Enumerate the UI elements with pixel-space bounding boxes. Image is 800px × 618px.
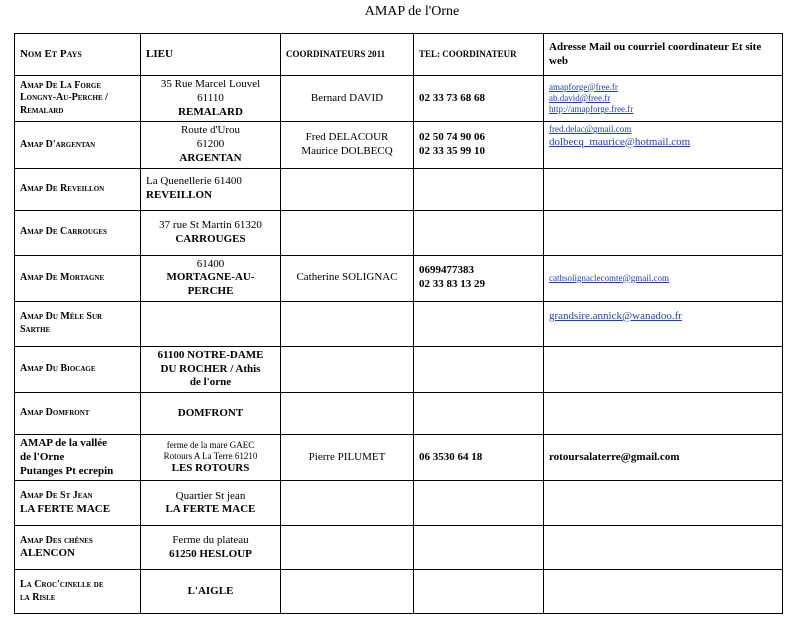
tel-cell [414,481,544,526]
coordinator-cell [281,122,414,168]
phone-number: 02 33 73 68 68 [419,91,485,104]
mail-cell [544,435,783,481]
amap-name-cell [15,255,141,301]
amap-name: Amap Domfront [20,407,90,419]
phone-number: 0699477383 [419,264,474,277]
website-link[interactable]: http://amapforge.free.fr [549,104,634,115]
header-row [15,34,783,76]
email-link[interactable]: ab.david@free.fr [549,93,611,103]
lieu-town: de l'orne [189,376,232,389]
tel-cell [414,255,544,301]
lieu-town: REMALARD [178,105,243,118]
phone-number: 02 33 35 99 10 [419,144,485,157]
mail-cell [544,393,783,435]
coordinator-name: Bernard DAVID [310,91,384,104]
mail-cell [544,301,783,346]
tel-cell [414,301,544,346]
header-coordinateurs: COORDINATEURS 2011 [281,34,414,76]
coordinator-cell [281,76,414,122]
lieu-town: 61250 HESLOUP [169,547,252,560]
tel-cell [414,526,544,570]
amap-name: Amap Du Mêle Sur [20,311,103,323]
lieu-cell [141,481,281,526]
lieu-line: 35 Rue Marcel Louvel [160,78,261,90]
mail-cell [544,168,783,210]
lieu-cell [141,122,281,168]
amap-name-cell [15,301,141,346]
amap-name: Putanges Pt ecrepin [20,464,114,477]
lieu-town: CARROUGES [175,232,246,245]
table-row [15,526,783,570]
lieu-line: 61400 [196,257,225,270]
amap-name-cell [15,168,141,210]
table-row [15,168,783,210]
lieu-cell [141,435,281,481]
lieu-line: 61110 [197,91,224,104]
header-mail: Adresse Mail ou courriel coordinateur Et site web [544,34,783,76]
amap-name: Amap De Mortagne [20,271,105,283]
table-row [15,210,783,255]
table-row [15,255,783,301]
header-lieu: LIEU [141,34,281,76]
lieu-town: DOMFRONT [177,406,244,419]
tel-cell [414,76,544,122]
lieu-town: MORTAGNE-AU- [166,271,255,284]
lieu-line: 61200 [196,138,225,150]
lieu-cell [141,570,281,614]
coordinator-cell [281,346,414,392]
lieu-town: LA FERTE MACE [165,503,256,516]
amap-name: Amap Des chênes [20,534,93,546]
lieu-line: Quartier St jean [175,489,246,502]
mail-cell [544,255,783,301]
amap-name-cell [15,526,141,570]
amap-name-cell [15,210,141,255]
lieu-town: L'AIGLE [187,584,234,597]
header-tel: TEL: COORDINATEUR [414,34,544,76]
amap-name: de l'Orne [20,450,65,463]
lieu-line: Rotours A La Terre 61210 [163,450,258,461]
table-row [15,346,783,392]
tel-cell [414,122,544,168]
email-link[interactable]: cathsolignaclecomte@gmail.com [549,272,669,283]
tel-cell [414,210,544,255]
amap-name: Remalard [20,104,64,116]
lieu-cell [141,301,281,346]
amap-name-cell [15,76,141,122]
table-row [15,570,783,614]
amap-name: La Croc'cinelle de [20,579,104,591]
email-link[interactable]: dolbecq_maurice@hotmail.com [549,135,691,148]
coordinator-cell [281,435,414,481]
coordinator-cell [281,570,414,614]
table-row [15,481,783,526]
lieu-line: Ferme du plateau [172,534,249,546]
mail-cell [544,526,783,570]
coordinator-cell [281,481,414,526]
lieu-cell [141,255,281,301]
mail-cell [544,76,783,122]
lieu-line: 37 rue St Martin 61320 [159,218,262,231]
amap-name: Amap De La Forge [20,79,101,91]
lieu-cell [141,76,281,122]
lieu-line: 61100 NOTRE-DAME [157,348,264,361]
amap-name-cell [15,346,141,392]
table-row [15,301,783,346]
coordinator-name: Fred DELACOUR [305,131,389,144]
amap-name: Sarthe [20,323,51,335]
coordinator-cell [281,255,414,301]
lieu-line: ferme de la mare GAEC [166,439,255,450]
mail-cell [544,122,783,168]
lieu-line: Route d'Urou [180,124,241,137]
amap-name: Amap Du Biocage [20,363,96,375]
table-row [15,122,783,168]
coordinator-name: Maurice DOLBECQ [301,144,393,157]
mail-cell [544,481,783,526]
amap-name: Amap De Carrouges [20,226,107,238]
email-address: rotoursalaterre@gmail.com [549,450,680,463]
coordinator-cell [281,301,414,346]
lieu-cell [141,168,281,210]
phone-number: 06 3530 64 18 [419,450,483,463]
email-link[interactable]: fred.delac@gmail.com [549,124,632,135]
amap-name: ALENCON [20,547,76,560]
coordinator-cell [281,210,414,255]
mail-cell [544,346,783,392]
coordinator-name: Catherine SOLIGNAC [296,271,398,284]
lieu-line: DU ROCHER / Athis [160,362,261,375]
lieu-cell [141,526,281,570]
amap-table [14,33,783,614]
table-row [15,76,783,122]
amap-name: LA FERTE MACE [20,502,111,515]
table-row [15,435,783,481]
tel-cell [414,570,544,614]
coordinator-cell [281,526,414,570]
coordinator-cell [281,393,414,435]
amap-name: la Risle [20,591,56,603]
amap-name-cell [15,481,141,526]
lieu-town: ARGENTAN [179,151,242,164]
lieu-line: La Quenellerie 61400 [146,175,242,188]
email-link[interactable]: amapforge@free.fr [549,81,618,92]
amap-name: Amap D'argentan [20,138,96,150]
amap-name-cell [15,393,141,435]
header-name: Nom Et Pays [15,34,141,76]
tel-cell [414,346,544,392]
coordinator-cell [281,168,414,210]
phone-number: 02 50 74 90 06 [419,131,485,144]
lieu-town: REVEILLON [146,189,213,201]
amap-name: Amap De St Jean [20,490,93,502]
amap-name-cell [15,570,141,614]
page-title: AMAP de l'Orne [364,4,460,19]
tel-cell [414,168,544,210]
tel-cell [414,393,544,435]
table-row [15,393,783,435]
tel-cell [414,435,544,481]
mail-cell [544,570,783,614]
mail-cell [544,210,783,255]
lieu-cell [141,210,281,255]
amap-name: Amap De Reveillon [20,182,105,194]
phone-number: 02 33 83 13 29 [419,278,485,291]
amap-name-cell [15,435,141,481]
amap-name: Longny-Au-Perche / [20,92,108,104]
lieu-town: LES ROTOURS [171,462,250,474]
lieu-cell [141,393,281,435]
email-link[interactable]: grandsire.annick@wanadoo.fr [549,309,682,322]
amap-name: AMAP de la vallée [20,437,108,449]
coordinator-name: Pierre PILUMET [308,450,386,463]
amap-name-cell [15,122,141,168]
lieu-town: PERCHE [187,285,234,297]
lieu-cell [141,346,281,392]
